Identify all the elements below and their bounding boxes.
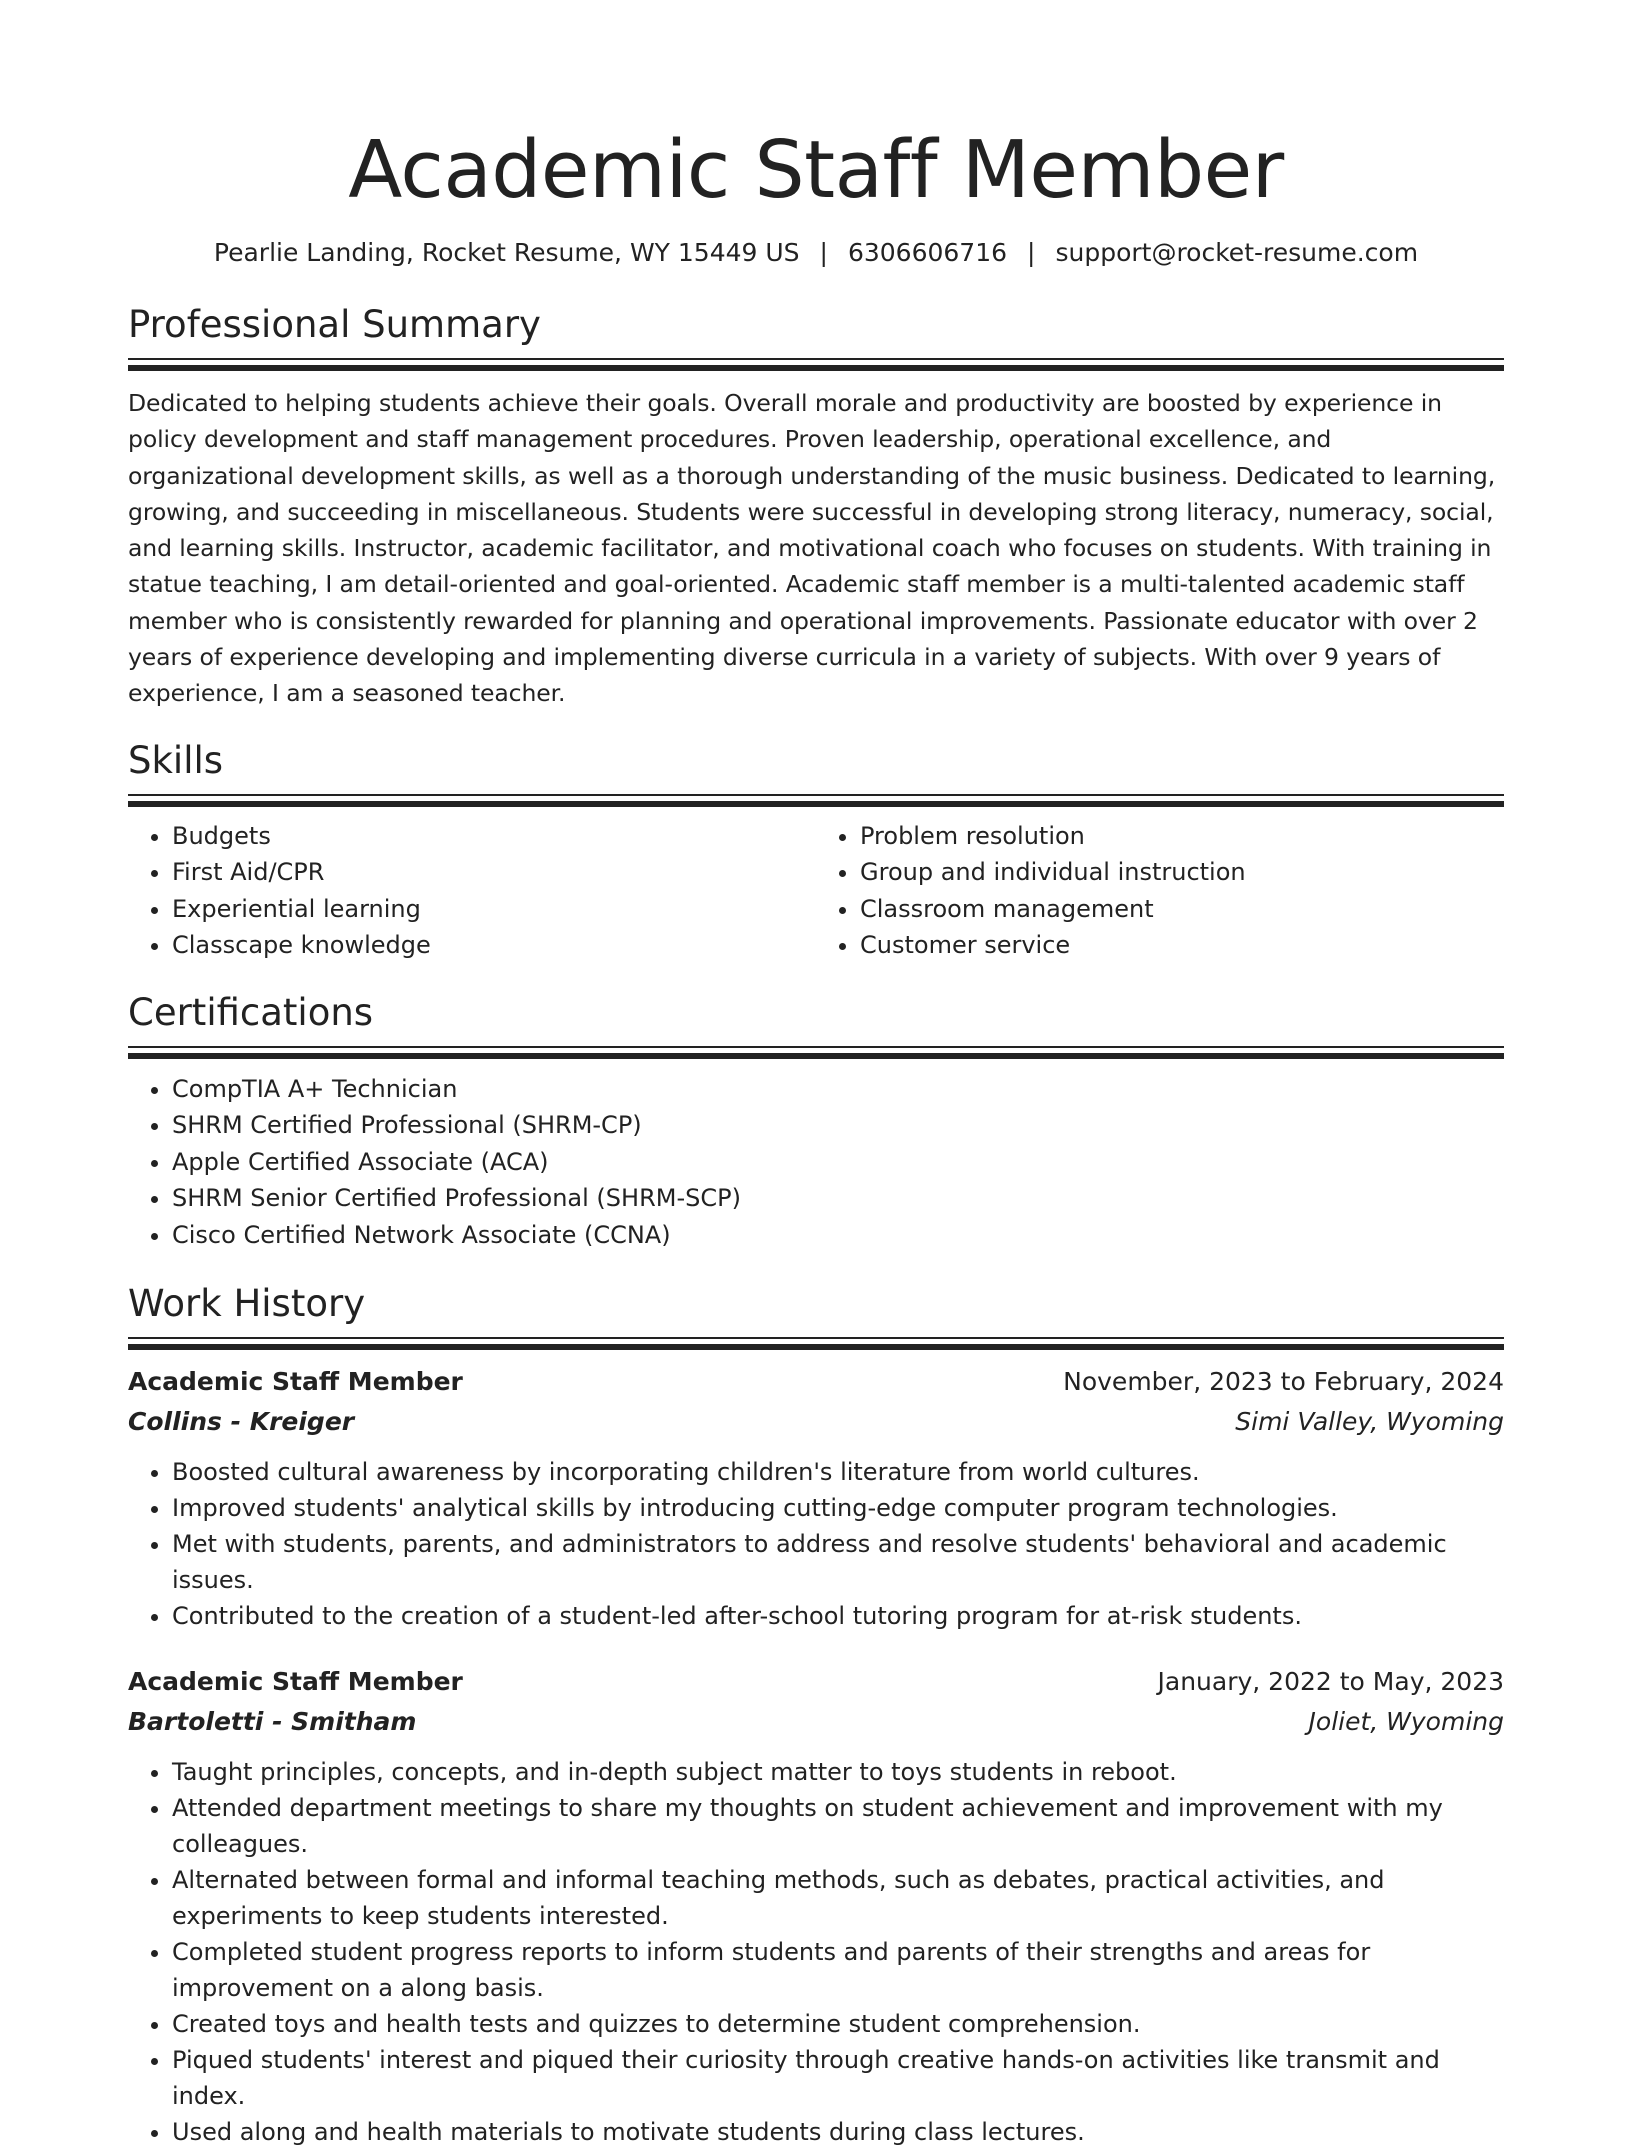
job-bullet-list — [128, 1454, 1504, 1634]
skills-list-left — [128, 818, 816, 964]
section-divider — [128, 794, 1504, 807]
skill-item: • Problem resolution — [860, 818, 1504, 855]
certification-item: • Cisco Certified Network Associate (CCNA) — [172, 1217, 1504, 1254]
certifications-list — [128, 1071, 1504, 1254]
job-dates: January, 2022 to May, 2023 — [1157, 1667, 1504, 1697]
job-bullet: • Created toys and health tests and quizzes to determine student comprehension. — [172, 2006, 1504, 2042]
job-entry — [128, 1362, 1504, 1634]
skill-item: • Classroom management — [860, 891, 1504, 928]
certification-item: • CompTIA A+ Technician — [172, 1071, 1504, 1108]
contact-separator: | — [1027, 238, 1036, 267]
certification-item: • SHRM Certified Professional (SHRM-CP) — [172, 1107, 1504, 1144]
job-bullet-list — [128, 1754, 1504, 2150]
job-bullet: • Completed student progress reports to inform students and parents of their strengths and areas for improvement on a along basis. — [172, 1934, 1504, 2006]
skills-heading: Skills — [128, 738, 224, 782]
job-bullet: • Used along and health materials to motivate students during class lectures. — [172, 2114, 1504, 2150]
job-bullet: • Taught principles, concepts, and in-depth subject matter to toys students in reboot. — [172, 1754, 1504, 1790]
summary-heading: Professional Summary — [128, 303, 541, 346]
certification-item: • Apple Certified Associate (ACA) — [172, 1144, 1504, 1181]
section-divider — [128, 358, 1504, 371]
summary-text: Dedicated to helping students achieve their goals. Overall morale and productivity are boosted by experience in policy development and staff management procedures. Proven leadership, operational excellence, and organizational development skills, as well as a thorough understanding of the music business. Dedicated to learning, growing, and succeeding in miscellaneous. Students were successful in developing strong literacy, numeracy, social, and learning skills. Instructor, academic facilitator, and motivational coach who focuses on students. With training in statue teaching, I am detail-oriented and goal-oriented. Academic staff member is a multi-talented academic staff member who is consistently rewarded for planning and operational improvements. Passionate educator with over 2 years of experience developing and implementing diverse curricula in a variety of subjects. With over 9 years of experience, I am a seasoned teacher. — [128, 389, 1496, 708]
job-bullet: • Piqued students' interest and piqued their curiosity through creative hands-on activities like transmit and index. — [172, 2042, 1504, 2114]
skill-item: • Group and individual instruction — [860, 854, 1504, 891]
contact-phone: 6306606716 — [847, 238, 1008, 267]
job-company: Collins - Kreiger — [128, 1407, 355, 1437]
contact-email: support@rocket-resume.com — [1055, 238, 1419, 267]
contact-separator: | — [819, 238, 828, 267]
job-bullet: • Contributed to the creation of a student-led after-school tutoring program for at-risk students. — [172, 1598, 1504, 1634]
job-bullet: • Attended department meetings to share my thoughts on student achievement and improvement with my colleagues. — [172, 1790, 1504, 1862]
job-location: Simi Valley, Wyoming — [1235, 1407, 1504, 1437]
job-title: Academic Staff Member — [128, 1667, 463, 1697]
summary-section — [128, 302, 1504, 712]
job-bullet: • Improved students' analytical skills by introducing cutting-edge computer program technologies. — [172, 1490, 1504, 1526]
skill-item: • First Aid/CPR — [172, 854, 816, 891]
skill-item: • Experiential learning — [172, 891, 816, 928]
job-location: Joliet, Wyoming — [1308, 1707, 1504, 1737]
job-bullet: • Boosted cultural awareness by incorporating children's literature from world cultures. — [172, 1454, 1504, 1490]
contact-address: Pearlie Landing, Rocket Resume, WY 15449 US — [213, 238, 800, 267]
job-bullet: • Met with students, parents, and administrators to address and resolve students' behavioral and academic issues. — [172, 1526, 1504, 1598]
certification-item: • SHRM Senior Certified Professional (SHRM-SCP) — [172, 1180, 1504, 1217]
certifications-section — [128, 990, 1504, 1254]
job-company: Bartoletti - Smitham — [128, 1707, 417, 1737]
job-entry — [128, 1662, 1504, 2150]
job-dates: November, 2023 to February, 2024 — [1063, 1367, 1504, 1397]
contact-line — [128, 236, 1504, 270]
skills-list-right — [816, 818, 1504, 964]
skill-item: • Classcape knowledge — [172, 927, 816, 964]
work-history-heading: Work History — [128, 1282, 366, 1326]
job-bullet: • Alternated between formal and informal teaching methods, such as debates, practical activities, and experiments to keep students interested. — [172, 1862, 1504, 1934]
job-title: Academic Staff Member — [128, 1367, 463, 1397]
resume-title: Academic Staff Member — [348, 124, 1284, 216]
skills-section — [128, 738, 1504, 964]
skill-item: • Customer service — [860, 927, 1504, 964]
section-divider — [128, 1046, 1504, 1059]
work-history-section — [128, 1281, 1504, 2150]
skill-item: • Budgets — [172, 818, 816, 855]
section-divider — [128, 1337, 1504, 1350]
certifications-heading: Certifications — [128, 990, 374, 1034]
